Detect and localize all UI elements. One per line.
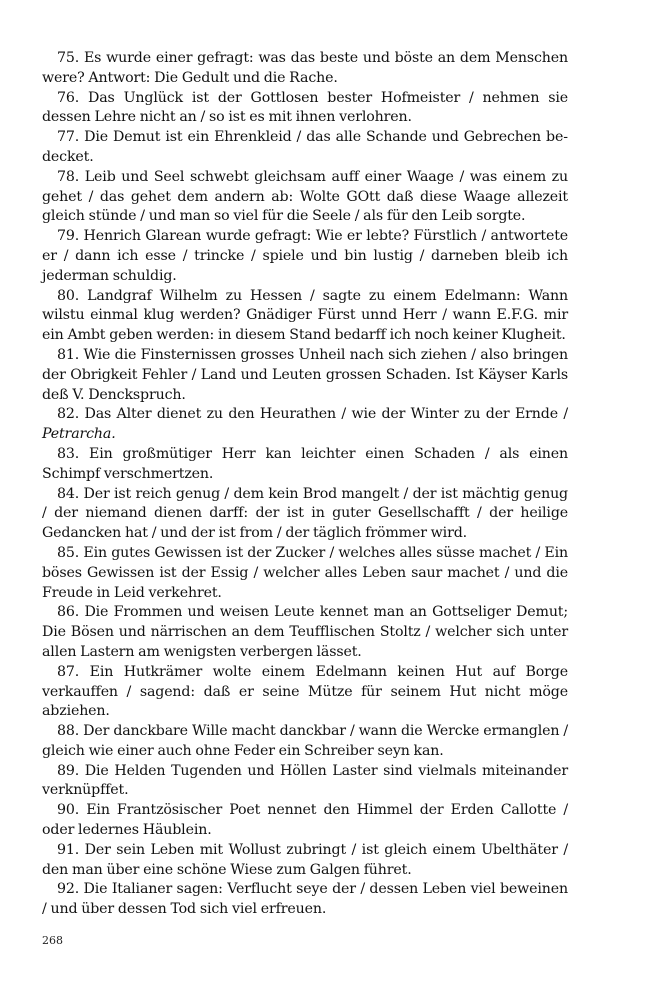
paragraph-80: 80. Landgraf Wilhelm zu Hessen / sagte zu einem Edelmann: Wann wilstu einmal klug werden? Gnädiger Fürst unnd Herr / wann E.F.G. mir ein Ambt geben werden: in diesem Stand bedarff ich noch keiner Klugheit. [42,287,568,344]
page-number: 268 [42,934,63,947]
paragraph-85: 85. Ein gutes Gewissen ist der Zucker / welches alles süsse machet / Ein böses Gewissen ist der Essig / welcher alles Leben saur machet / und die Freude in Leid verkehret. [42,544,568,601]
paragraph-78: 78. Leib und Seel schwebt gleichsam auff einer Waage / was einem zu gehet / das gehet dem andern ab: Wolte GOtt daß diese Waage allezeit gleich stünde / und man so viel für die Seele / als für den Leib sorgte. [42,168,568,225]
paragraph-89: 89. Die Helden Tugenden und Höllen Laster sind vielmals miteinander verknüpffet. [42,762,568,799]
paragraph-91: 91. Der sein Leben mit Wollust zubringt / ist gleich einem Ubelthäter / den man über eine schöne Wiese zum Galgen führet. [42,841,568,878]
paragraph-84: 84. Der ist reich genug / dem kein Brod mangelt / der ist mächtig genug / der niemand dienen darff: der ist in guter Gesellschafft / der heilige Gedancken hat / und der ist from / der täglich frömmer wird. [42,485,568,542]
paragraph-87: 87. Ein Hutkrämer wolte einem Edelmann keinen Hut auf Borge verkauffen / sagend: daß er seine Mütze für seinem Hut nicht möge abziehen. [42,663,568,720]
paragraph-92: 92. Die Italianer sagen: Verflucht seye der / dessen Leben viel beweinen / und über dessen Tod sich viel erfreuen. [42,881,568,918]
paragraph-75: 75. Es wurde einer gefragt: was das beste und böste an dem Menschen were? Antwort: Die Gedult und die Rache. [42,50,568,86]
paragraph-77: 77. Die Demut ist ein Ehrenkleid / das alle Schande und Gebrechen bedecket. [42,129,568,165]
paragraph-82-text: 82. Das Alter dienet zu den Heurathen / wie der Winter zu der Ernde / [57,406,568,423]
paragraph-86: 86. Die Frommen und weisen Leute kennet man an Gottseliger Demut; Die Bösen und närrischen an dem Teufflischen Stoltz / welcher sich unter allen Lastern am wenigsten verbergen lässet. [42,604,568,660]
paragraph-82 [42,405,568,445]
paragraph-88: 88. Der danckbare Wille macht danckbar / wann die Wercke ermanglen / gleich wie einer auch ohne Feder ein Schreiber seyn kan. [42,723,568,759]
paragraph-76: 76. Das Unglück ist der Gottlosen bester Hofmeister / nehmen sie dessen Lehre nicht an / so ist es mit ihnen verlohren. [42,89,568,126]
page-body [42,49,568,920]
paragraph-81: 81. Wie die Finsternissen grosses Unheil nach sich ziehen / also bringen der Obrigkeit Fehler / Land und Leuten grossen Schaden. Ist Käyser Karls deß V. Denckspruch. [42,346,568,403]
paragraph-90: 90. Ein Frantzösischer Poet nennet den Himmel der Erden Callotte / oder ledernes Häublein. [42,802,568,839]
paragraph-79: 79. Henrich Glarean wurde gefragt: Wie er lebte? Fürstlich / antwortete er / dann ich esse / trincke / spiele und bin lustig / darneben bleib ich jederman schuldig. [42,228,568,284]
paragraph-82-attribution: Petrarcha. [42,426,116,443]
paragraph-83: 83. Ein großmütiger Herr kan leichter einen Schaden / als einen Schimpf verschmertzen. [42,445,568,482]
